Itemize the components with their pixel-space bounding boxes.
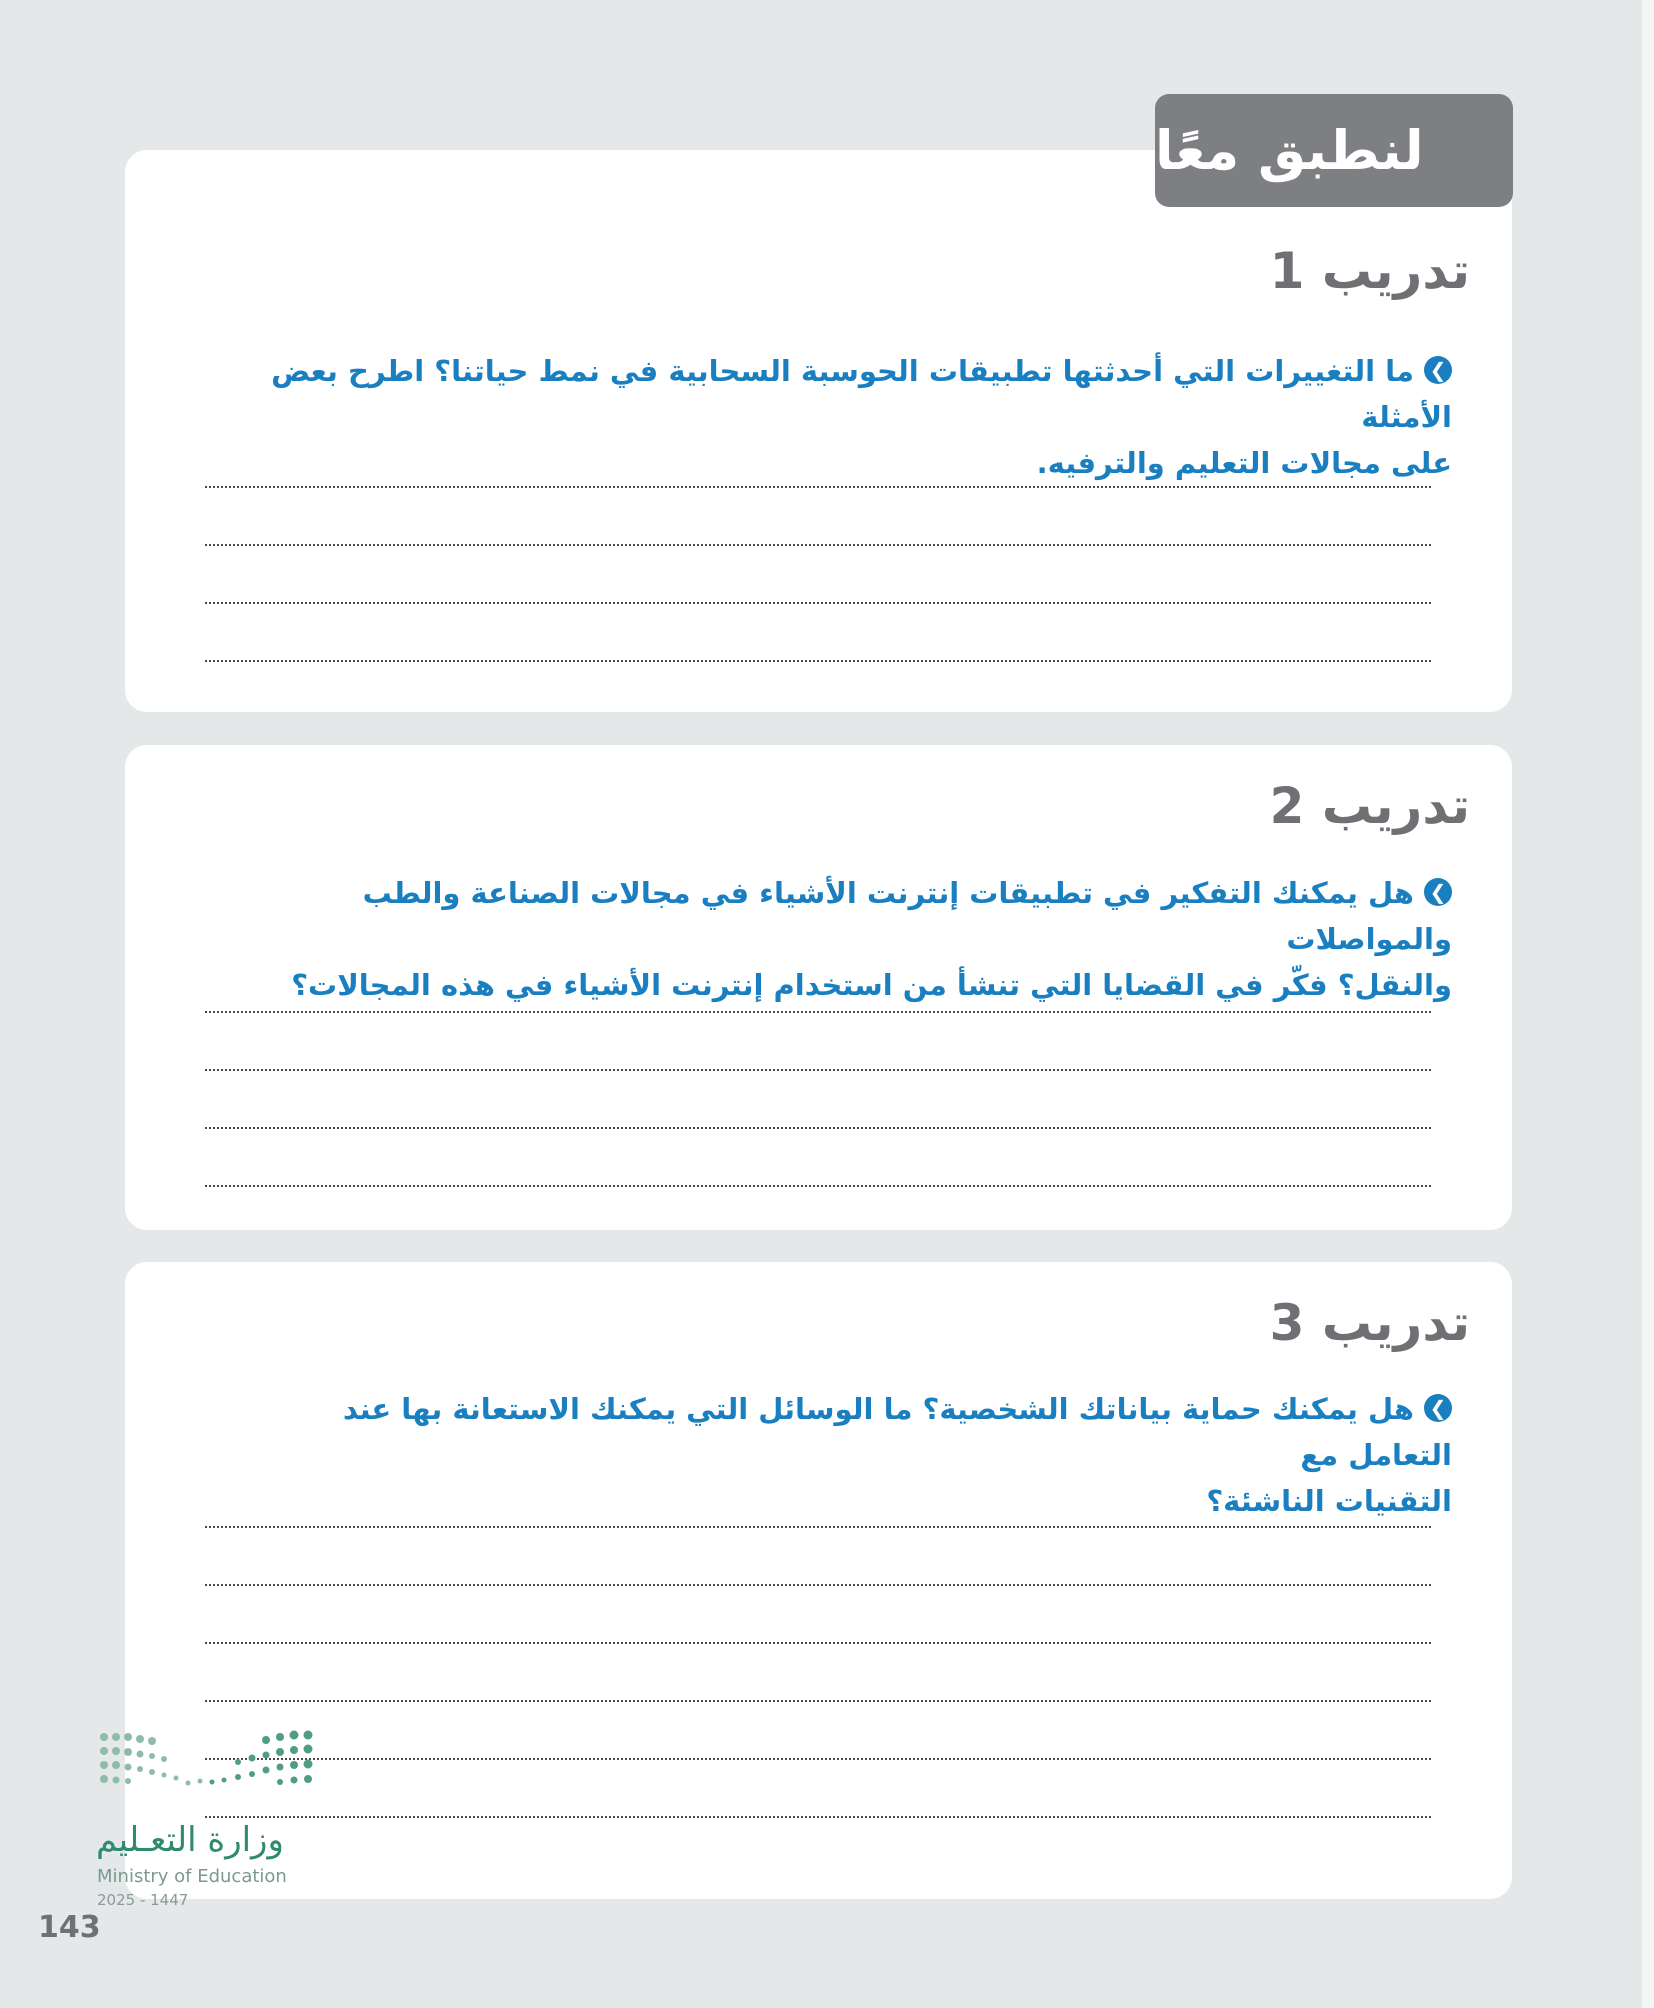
answer-lines xyxy=(205,1011,1431,1243)
section-tab xyxy=(1155,94,1513,207)
answer-line-1[interactable] xyxy=(205,1526,1431,1528)
answer-line-6[interactable] xyxy=(205,1816,1431,1818)
answer-line-4[interactable] xyxy=(205,1185,1431,1187)
question-line: التقنيات الناشئة؟ xyxy=(1206,1484,1452,1518)
exercise-title-3 xyxy=(1270,1294,1470,1352)
exercise-card-3 xyxy=(125,1262,1512,1899)
chevron-right-circle-icon: ❯ xyxy=(1424,1394,1452,1422)
exercise-title-word: تدريب xyxy=(1321,242,1470,300)
exercise-card-1 xyxy=(125,150,1512,712)
exercise-title-word: تدريب xyxy=(1321,777,1470,835)
page-edge-strip xyxy=(1642,0,1654,2008)
question-line: والنقل؟ فكّر في القضايا التي تنشأ من استخدام إنترنت الأشياء في هذه المجالات؟ xyxy=(291,968,1452,1002)
section-tab-label: لنطبق معًا xyxy=(1155,119,1424,182)
answer-line-1[interactable] xyxy=(205,1011,1431,1013)
answer-line-3[interactable] xyxy=(205,602,1431,604)
exercise-card-2 xyxy=(125,745,1512,1230)
exercise-question-2 xyxy=(232,870,1452,1008)
exercise-title-word: تدريب xyxy=(1321,1294,1470,1352)
answer-line-1[interactable] xyxy=(205,486,1431,488)
answer-lines xyxy=(205,1526,1431,1874)
ministry-name-english: Ministry of Education xyxy=(97,1866,287,1887)
ministry-year: 2025 - 1447 xyxy=(97,1891,189,1909)
answer-lines xyxy=(205,486,1431,718)
page-number: 143 xyxy=(38,1910,101,1945)
exercise-question-1 xyxy=(232,348,1452,486)
exercise-number: 1 xyxy=(1269,242,1305,300)
answer-line-3[interactable] xyxy=(205,1127,1431,1129)
answer-line-2[interactable] xyxy=(205,1069,1431,1071)
question-line: على مجالات التعليم والترفيه. xyxy=(1036,446,1452,480)
exercise-number: 3 xyxy=(1269,1294,1305,1352)
answer-line-4[interactable] xyxy=(205,660,1431,662)
chevron-right-circle-icon: ❯ xyxy=(1424,878,1452,906)
exercise-title-1 xyxy=(1270,242,1470,300)
answer-line-2[interactable] xyxy=(205,544,1431,546)
exercise-number: 2 xyxy=(1269,777,1305,835)
exercise-title-2 xyxy=(1270,777,1470,835)
question-line: هل يمكنك التفكير في تطبيقات إنترنت الأشياء في مجالات الصناعة والطب والمواصلات xyxy=(362,876,1452,956)
answer-line-2[interactable] xyxy=(205,1584,1431,1586)
chevron-right-circle-icon: ❯ xyxy=(1424,356,1452,384)
answer-line-4[interactable] xyxy=(205,1700,1431,1702)
ministry-name-arabic: وزارة التعـليم xyxy=(96,1820,284,1860)
question-line: هل يمكنك حماية بياناتك الشخصية؟ ما الوسائل التي يمكنك الاستعانة بها عند التعامل مع xyxy=(342,1392,1452,1472)
question-line: ما التغييرات التي أحدثتها تطبيقات الحوسبة السحابية في نمط حياتنا؟ اطرح بعض الأمثلة xyxy=(271,354,1452,434)
answer-line-5[interactable] xyxy=(205,1758,1431,1760)
answer-line-3[interactable] xyxy=(205,1642,1431,1644)
exercise-question-3 xyxy=(232,1386,1452,1524)
